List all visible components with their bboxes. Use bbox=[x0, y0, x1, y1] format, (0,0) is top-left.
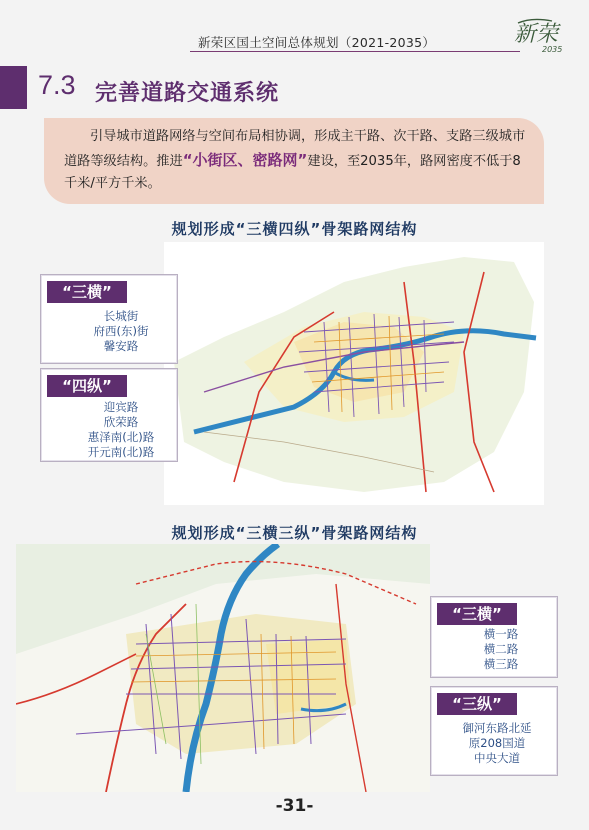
map1-legend-vertical bbox=[40, 368, 178, 462]
section-title: 完善道路交通系统 bbox=[95, 81, 280, 106]
map2-legend-horizontal-tag: “三横” bbox=[437, 603, 517, 625]
intro-paragraph bbox=[64, 126, 530, 196]
map1-legend-horizontal-list bbox=[71, 309, 171, 354]
intro-text-before: 引导城市道路网络与空间布局相协调，形成主干路、次干路、支路三级城市道路等级结构。推进 bbox=[64, 129, 526, 169]
map2-legend-horizontal bbox=[430, 596, 558, 678]
map2-legend-horizontal-list bbox=[451, 627, 551, 672]
header-title: 新荣区国土空间总体规划（2021-2035） bbox=[198, 35, 436, 50]
logo-subtext: 2035 bbox=[542, 45, 563, 54]
map1-legend-horizontal bbox=[40, 274, 178, 364]
intro-highlight: “小街区、密路网” bbox=[182, 150, 308, 169]
map2-legend-vertical bbox=[430, 686, 558, 776]
page-number: -31- bbox=[275, 796, 314, 816]
legend-item: 原208国道 bbox=[468, 736, 526, 750]
map1-legend-vertical-list bbox=[69, 400, 173, 460]
section-marker bbox=[0, 66, 27, 109]
header-divider bbox=[190, 51, 520, 52]
map1-legend-horizontal-tag: “三横” bbox=[47, 281, 127, 303]
legend-item: 惠泽南(北)路 bbox=[87, 430, 155, 444]
section-number: 7.3 bbox=[38, 70, 76, 100]
legend-item: 迎宾路 bbox=[103, 400, 139, 414]
map2-road-network-image bbox=[16, 544, 430, 792]
brand-logo bbox=[512, 15, 570, 55]
legend-item: 横一路 bbox=[483, 627, 519, 641]
map1-road-network-image bbox=[164, 242, 544, 505]
map1-heading: 规划形成“三横四纵”骨架路网结构 bbox=[171, 220, 418, 238]
map2-legend-vertical-list bbox=[441, 721, 553, 766]
legend-item: 横二路 bbox=[483, 642, 519, 656]
legend-item: 横三路 bbox=[483, 657, 519, 671]
legend-item: 长城街 bbox=[103, 309, 139, 323]
legend-item: 欣荣路 bbox=[103, 415, 139, 429]
legend-item: 府西(东)街 bbox=[93, 324, 149, 338]
logo-text: 新荣 bbox=[514, 22, 559, 47]
legend-item: 御河东路北延 bbox=[462, 721, 532, 735]
map2-heading: 规划形成“三横三纵”骨架路网结构 bbox=[171, 524, 418, 542]
map2-legend-vertical-tag: “三纵” bbox=[437, 693, 517, 715]
intro-text-after: 建设，至2035年，路网密度不低于8千米/平方千米。 bbox=[64, 153, 521, 191]
legend-item: 开元南(北)路 bbox=[87, 445, 155, 459]
legend-item: 中央大道 bbox=[474, 751, 520, 765]
legend-item: 馨安路 bbox=[103, 339, 139, 353]
map1-legend-vertical-tag: “四纵” bbox=[47, 375, 127, 397]
